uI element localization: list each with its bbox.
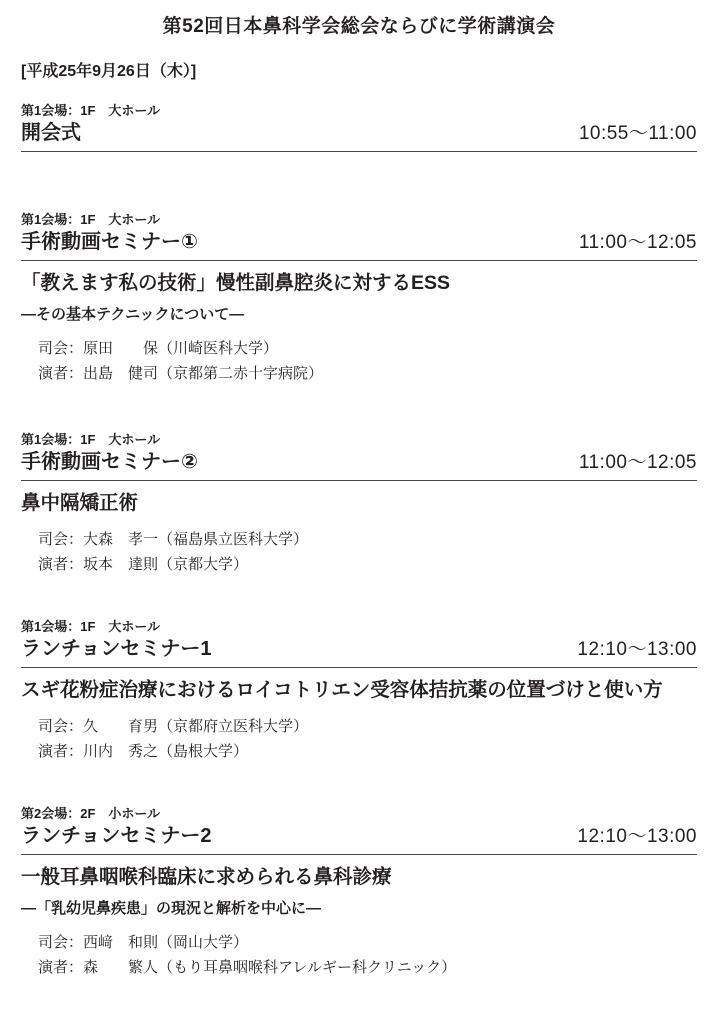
- speaker-line: 演者：坂本 達則（京都大学）: [38, 556, 249, 573]
- talk-subtitle: ―「乳幼児鼻疾患」の現況と解析を中心に―: [21, 900, 322, 917]
- session-block-opening-ceremony: [21, 103, 697, 152]
- session-name: ランチョンセミナー1: [21, 638, 212, 660]
- event-date: [平成25年9月26日（木）]: [21, 63, 197, 80]
- session-name: ランチョンセミナー2: [21, 825, 212, 847]
- moderator-line: 司会：原田 保（川崎医科大学）: [38, 340, 279, 357]
- moderator-line: 司会：西﨑 和則（岡山大学）: [38, 934, 249, 951]
- session-block-surgery-video-seminar-1: [21, 212, 697, 386]
- session-block-luncheon-seminar-2: [21, 806, 697, 980]
- moderator-line: 司会：久 育男（京都府立医科大学）: [38, 718, 309, 735]
- session-time: 11:00～12:05: [578, 232, 697, 253]
- session-venue: 第1会場：1F 大ホール: [21, 432, 161, 447]
- session-time: 10:55～11:00: [578, 123, 697, 144]
- session-venue: 第1会場：1F 大ホール: [21, 212, 161, 227]
- speaker-list: [38, 527, 697, 577]
- session-header-row: [21, 121, 697, 152]
- session-venue: 第1会場：1F 大ホール: [21, 619, 161, 634]
- session-venue: 第1会場：1F 大ホール: [21, 103, 161, 118]
- session-block-luncheon-seminar-1: [21, 619, 697, 764]
- speaker-list: [38, 714, 697, 764]
- session-name: 手術動画セミナー②: [21, 451, 198, 473]
- session-header-row: [21, 824, 697, 855]
- speaker-line: 演者：川内 秀之（島根大学）: [38, 743, 249, 760]
- page-title: 第52回日本鼻科学会総会ならびに学術講演会: [162, 16, 556, 37]
- session-name: 開会式: [21, 122, 81, 144]
- session-venue: 第2会場：2F 小ホール: [21, 806, 161, 821]
- session-time: 12:10～13:00: [577, 826, 697, 847]
- speaker-list: [38, 930, 697, 980]
- talk-title: 「教えます私の技術」慢性副鼻腔炎に対するESS: [21, 272, 451, 294]
- talk-title: スギ花粉症治療におけるロイコトリエン受容体拮抗薬の位置づけと使い方: [21, 679, 663, 701]
- speaker-list: [38, 336, 697, 386]
- speaker-line: 演者：出島 健司（京都第二赤十字病院）: [38, 365, 324, 382]
- speaker-line: 演者：森 繁人（もり耳鼻咽喉科アレルギー科クリニック）: [38, 959, 457, 976]
- talk-title: 鼻中隔矯正術: [21, 492, 139, 514]
- session-name: 手術動画セミナー①: [21, 231, 198, 253]
- session-header-row: [21, 637, 697, 668]
- session-header-row: [21, 450, 697, 481]
- session-time: 11:00～12:05: [578, 452, 697, 473]
- session-time: 12:10～13:00: [577, 639, 697, 660]
- session-header-row: [21, 230, 697, 261]
- moderator-line: 司会：大森 孝一（福島県立医科大学）: [38, 531, 309, 548]
- session-block-surgery-video-seminar-2: [21, 432, 697, 577]
- talk-subtitle: ―その基本テクニックについて―: [21, 306, 245, 323]
- talk-title: 一般耳鼻咽喉科臨床に求められる鼻科診療: [21, 866, 392, 888]
